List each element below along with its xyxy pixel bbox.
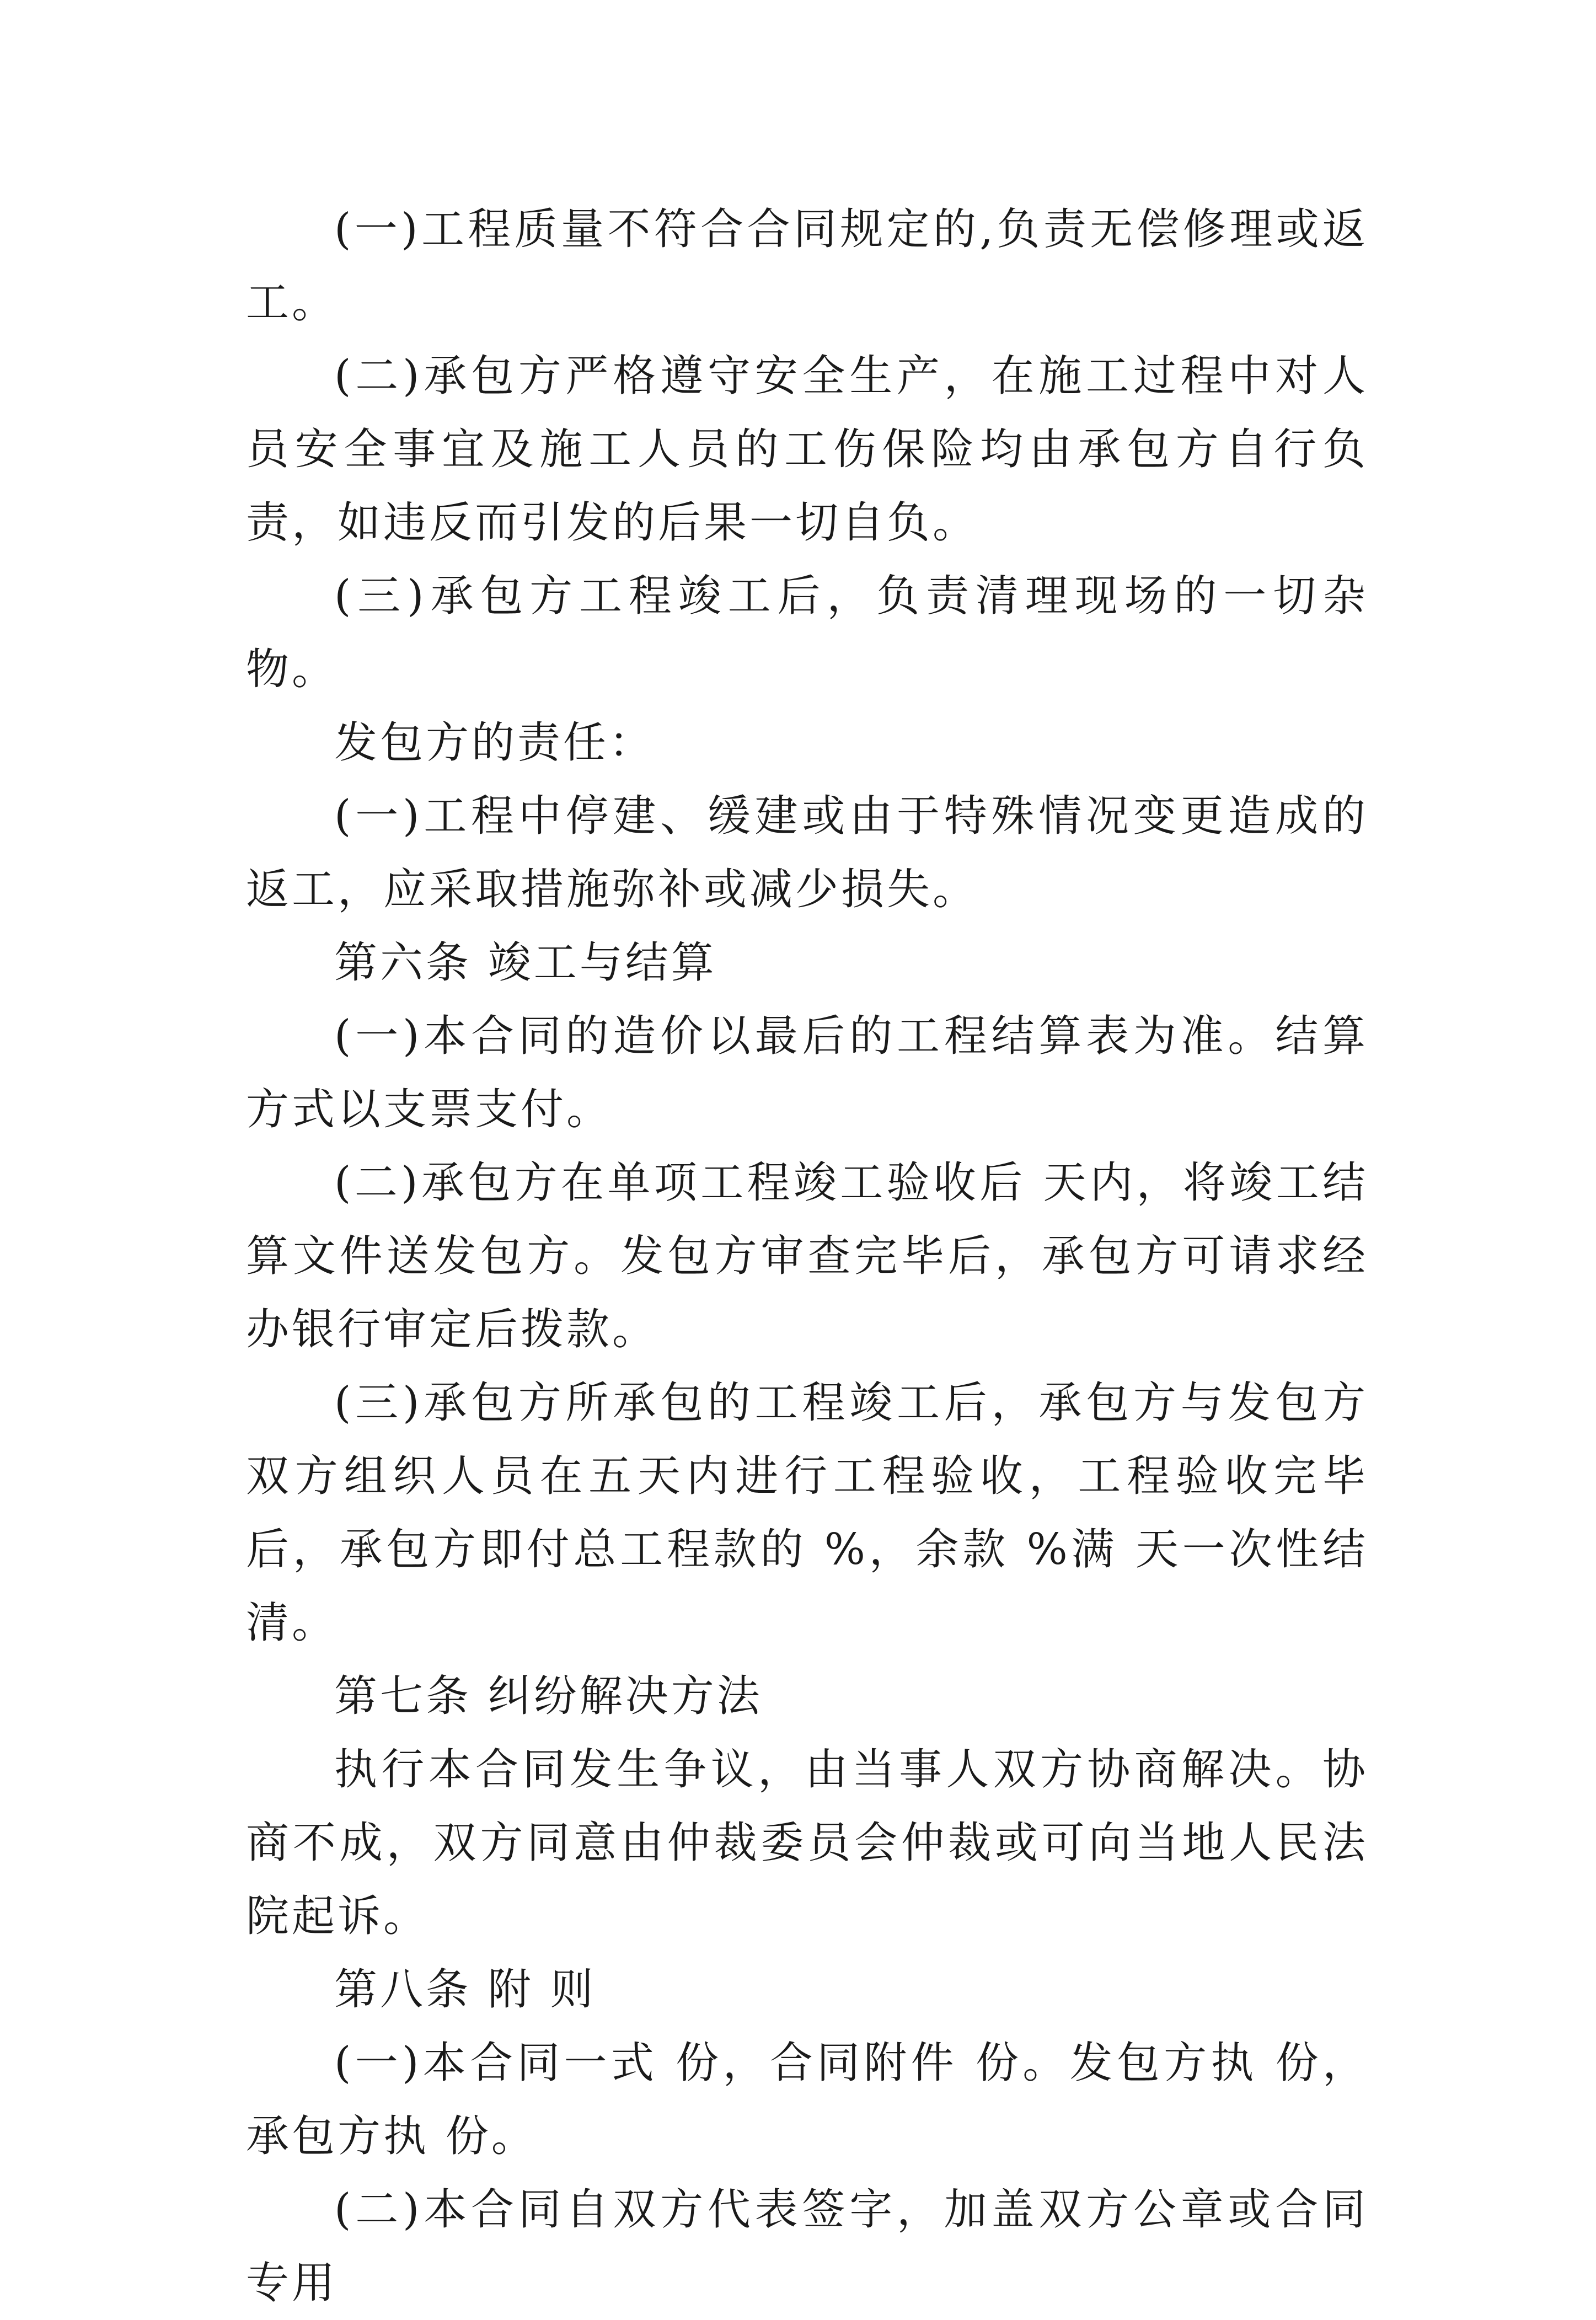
paragraph-settlement-documents: (二)承包方在单项工程竣工验收后 天内，将竣工结算文件送发包方。发包方审查完毕后，承包方可请求经办银行审定后拨款。 — [246, 1158, 1368, 1354]
paragraph-quality-liability: (一)工程质量不符合合同规定的,负责无偿修理或返工。 — [246, 205, 1368, 328]
heading-article-8: 第八条 附 则 — [334, 1965, 596, 2014]
heading-article-6: 第六条 竣工与结算 — [334, 938, 717, 988]
paragraph-dispute-resolution: 执行本合同发生争议，由当事人双方协商解决。协商不成，双方同意由仲裁委员会仲裁或可向当地人民法院起诉。 — [246, 1745, 1368, 1941]
heading-employer-responsibility: 发包方的责任： — [334, 718, 655, 768]
heading-article-7: 第七条 纠纷解决方法 — [334, 1671, 763, 1721]
paragraph-site-cleanup: (三)承包方工程竣工后，负责清理现场的一切杂物。 — [246, 571, 1368, 694]
paragraph-copies: (一)本合同一式 份，合同附件 份。发包方执 份，承包方执 份。 — [246, 2038, 1368, 2161]
paragraph-effective-clause: (二)本合同自双方代表签字，加盖双方公章或合同专用 — [246, 2185, 1368, 2308]
document-body — [246, 193, 1368, 2320]
paragraph-contract-price: (一)本合同的造价以最后的工程结算表为准。结算方式以支票支付。 — [246, 1011, 1368, 1134]
paragraph-suspension-rework: (一)工程中停建、缓建或由于特殊情况变更造成的返工，应采取措施弥补或减少损失。 — [246, 791, 1368, 914]
paragraph-acceptance-payment: (三)承包方所承包的工程竣工后，承包方与发包方双方组织人员在五天内进行工程验收，工程验收完毕后，承包方即付总工程款的 %，余款 %满 天一次性结清。 — [246, 1378, 1368, 1648]
paragraph-safety-liability: (二)承包方严格遵守安全生产，在施工过程中对人员安全事宜及施工人员的工伤保险均由承包方自行负责，如违反而引发的后果一切自负。 — [246, 351, 1368, 548]
